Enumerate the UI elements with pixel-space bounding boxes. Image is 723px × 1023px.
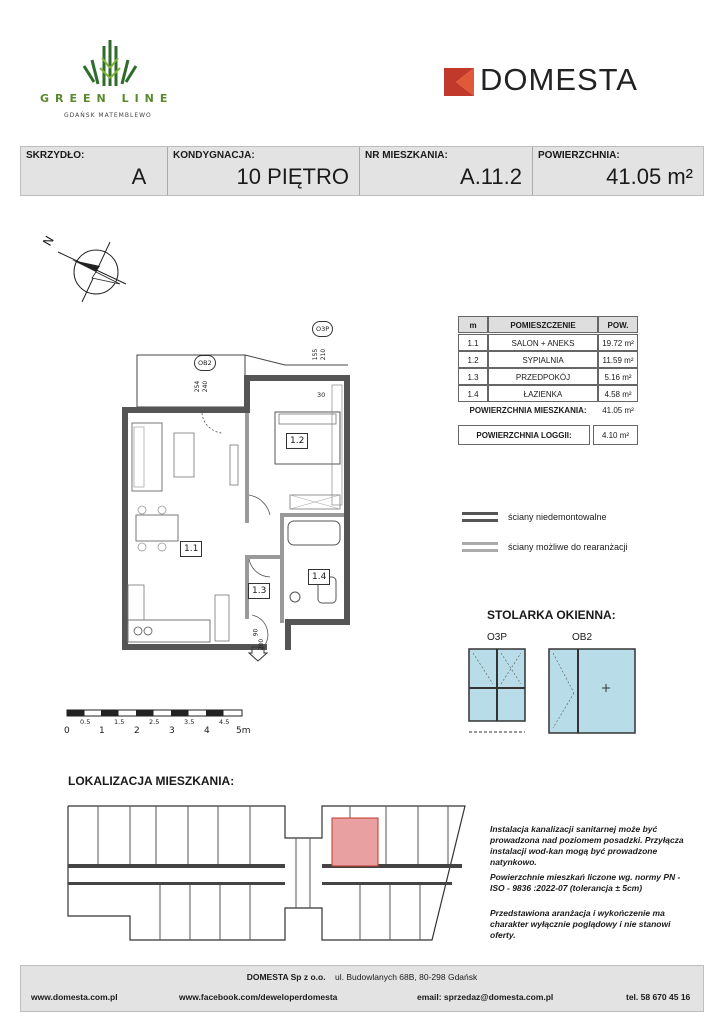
legend [462,508,682,558]
window-label-ob2: OB2 [572,632,593,643]
domesta-name: DOMESTA [480,62,638,97]
total-area-row: POWIERZCHNIA MIESZKANIA: 41.05 m² [469,406,634,415]
legend-fixed-walls: ściany niedemontowalne [508,512,607,522]
greenline-tree-icon [80,38,140,88]
apartment-info-bar [20,146,704,196]
window-tag-o3p: O3P [312,321,333,337]
scale-bar: 0 0.5 1 1.5 2 2.5 3 3.5 4 4.5 5m [62,706,262,742]
domesta-logo [444,64,694,100]
greenline-location: GDAŃSK MATEMBLEWO [64,112,152,119]
footer-address: ul. Budowlanych 68B, 80-298 Gdańsk [335,972,478,982]
dim-ob2-b: 240 [202,380,210,393]
room-tag-1-1: 1.1 [180,541,202,557]
wing-cell: SKRZYDŁO: A [21,147,168,195]
footer-company-line [21,972,703,982]
location-title: LOKALIZACJA MIESZKANIA: [68,774,235,788]
dim-ob2-a: 254 [194,380,202,393]
highlighted-apartment [332,818,378,866]
window-o3p-drawing [468,648,526,736]
footer-company: DOMESTA Sp z o.o. [246,972,326,982]
footer-facebook[interactable]: www.facebook.com/deweloperdomesta [179,992,338,1002]
table-row: 1.1 SALON + ANEKS 19.72 m² [458,334,638,351]
floor-plan [110,315,370,665]
window-ob2-drawing [548,648,636,736]
compass [38,232,128,307]
window-label-o3p: O3P [487,632,508,643]
area-value: 41.05 m² [606,164,693,189]
room-table-header: m POMIESZCZENIE POW. [458,316,638,333]
footer-website[interactable]: www.domesta.com.pl [31,992,118,1002]
room-tag-1-3: 1.3 [248,583,270,599]
dim-door-b: 200 [258,638,266,651]
domesta-mark-icon [444,68,474,96]
note-area-norm: Powierzchnie mieszkań liczone wg. normy PN - ISO - 9836 :2022-07 (tolerancja ± 5cm) [490,872,681,893]
floor-value: 10 PIĘTRO [236,164,349,189]
footer [20,965,704,1012]
room-tag-1-2: 1.2 [286,433,308,449]
area-cell: POWIERZCHNIA: 41.05 m² [538,150,693,189]
apartment-number-value: A.11.2 [460,164,522,189]
loggia-area-row: POWIERZCHNIA LOGGII: 4.10 m² [458,425,638,445]
table-row: 1.4 ŁAZIENKA 4.58 m² [458,385,638,402]
greenline-name: GREEN LINE [40,92,174,105]
windows-title: STOLARKA OKIENNA: [487,608,616,622]
removable-wall-swatch-icon [462,540,498,554]
window-tag-ob2: OB2 [194,355,216,371]
wing-value: A [131,164,147,189]
floor-cell: KONDYGNACJA: 10 PIĘTRO [168,147,360,195]
note-disclaimer: Przedstawiona aranżacja i wykończenie ma charakter wyłącznie poglądowy i nie stanowi oferty. [490,908,671,940]
dim-o3p-a: 155 [312,348,320,361]
compass-north-label: N [40,233,57,249]
footer-email[interactable]: email: sprzedaz@domesta.com.pl [417,992,554,1002]
legend-removable-walls: ściany możliwe do rearanżacji [508,542,628,552]
apartment-number-cell: NR MIESZKANIA: A.11.2 [360,147,533,195]
dim-30: 30 [317,391,326,399]
table-row: 1.3 PRZEDPOKÓJ 5.16 m² [458,368,638,385]
room-tag-1-4: 1.4 [308,569,330,585]
note-installation: Instalacja kanalizacji sanitarnej może być prowadzona nad poziomem posadzki. Przyłącza instalacji wod-kan mogą być prowadzone natynkowo. [490,824,684,867]
footer-phone: tel. 58 670 45 16 [626,992,691,1002]
fixed-wall-swatch-icon [462,510,498,524]
dim-door-a: 90 [252,628,260,637]
floor-plan-drawing [110,315,370,665]
dim-o3p-b: 210 [320,348,328,361]
building-key-plan [60,798,470,948]
table-row: 1.2 SYPIALNIA 11.59 m² [458,351,638,368]
greenline-logo [20,30,200,130]
